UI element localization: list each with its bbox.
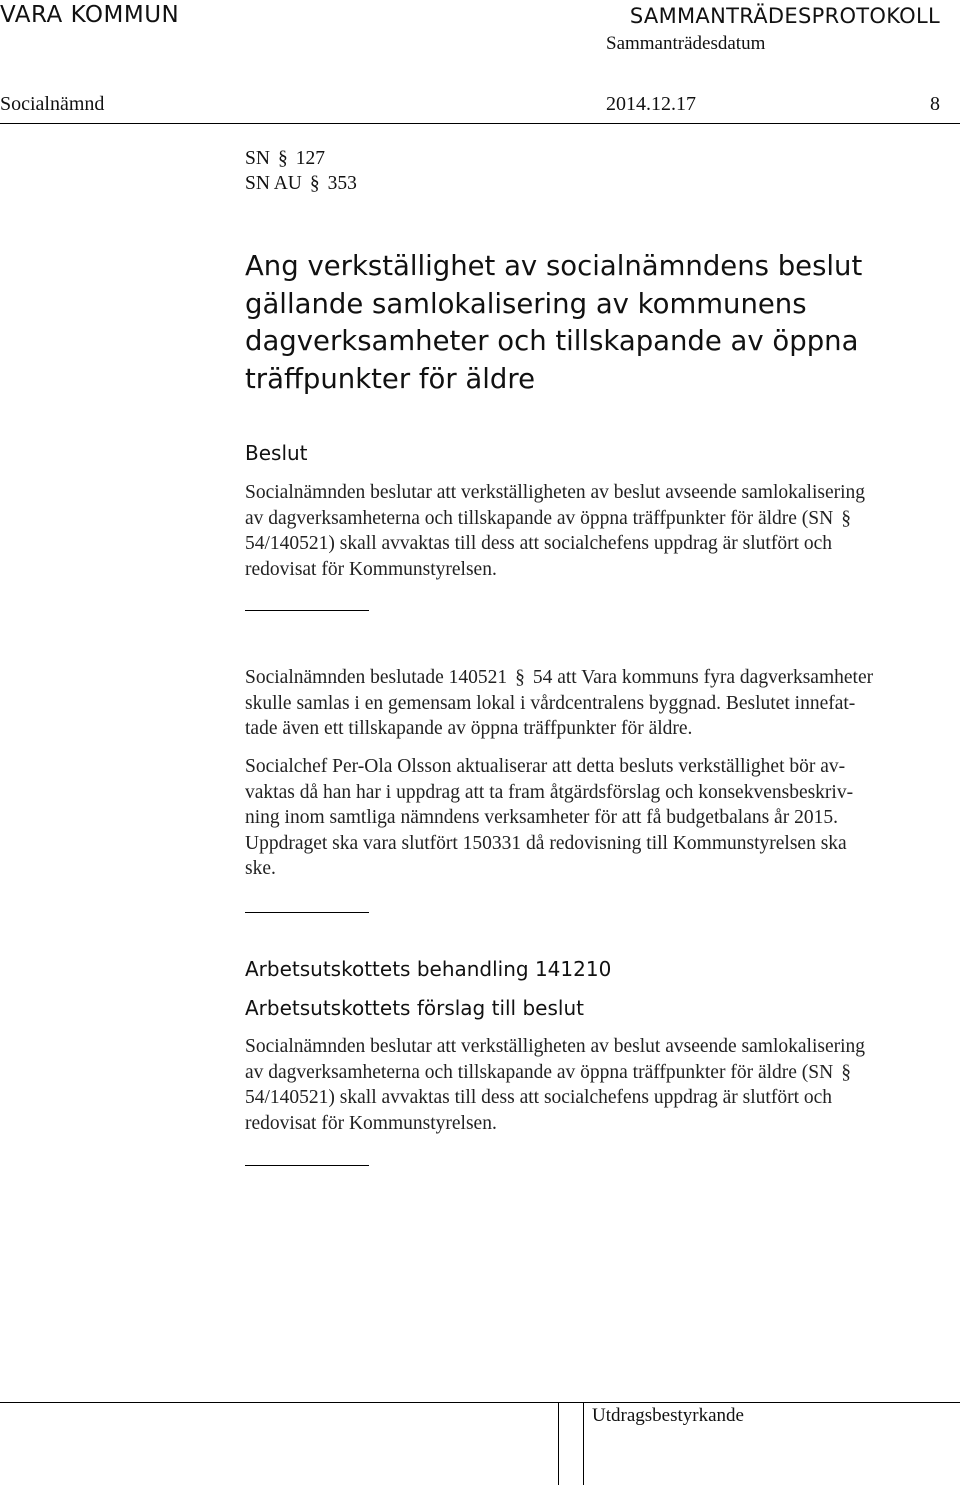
text-segment: av dagverksamheterna och tillskapande av öppna träffpunkter för äldre (SN [245, 507, 834, 529]
meeting-date: 2014.12.17 [606, 93, 696, 115]
committee-proposal-text [245, 1034, 865, 1136]
text-line: tade även ett tillskapande av öppna träffpunkter för äldre. [245, 718, 693, 739]
text-line: redovisat för Kommunstyrelsen. [245, 1112, 497, 1134]
sn-number: 127 [295, 148, 325, 169]
sn-label: SN [245, 148, 270, 169]
footer-rule [0, 1402, 960, 1403]
section-sign-icon: § [841, 1061, 851, 1083]
decision-heading: Beslut [245, 441, 308, 465]
text-line: Socialnämnden beslutar att verkställigheten av beslut avseende samlokalisering [245, 482, 866, 503]
case-title [245, 248, 862, 398]
text-line: skulle samlas i en gemensam lokal i vårdcentralens byggnad. Beslutet innefat- [245, 692, 856, 714]
background-paragraph-2 [245, 754, 853, 882]
date-label: Sammanträdesdatum [606, 33, 766, 54]
text-line [245, 506, 865, 532]
text-segment: av dagverksamheterna och tillskapande av öppna träffpunkter för äldre (SN [245, 1061, 834, 1083]
text-line [245, 1060, 865, 1086]
text-line: Uppdraget ska vara slutfört 150331 då redovisning till Kommunstyrelsen ska [245, 832, 847, 854]
text-segment: 54 att Vara kommuns fyra dagverksamheter [532, 667, 874, 688]
text-line: 54/140521) skall avvaktas till dess att socialchefens uppdrag är slutfört och [245, 533, 833, 554]
au-label: SN AU [245, 173, 302, 194]
text-line: Socialchef Per-Ola Olsson aktualiserar att detta besluts verkställighet bör av- [245, 756, 846, 777]
decision-text [245, 480, 865, 582]
text-line: vaktas då han har i uppdrag att ta fram åtgärdsförslag och konsekvensbeskriv- [245, 781, 854, 803]
au-number: 353 [327, 173, 357, 194]
background-paragraph-1 [245, 665, 873, 742]
text-line: Socialnämnden beslutar att verkställigheten av beslut avseende samlokalisering [245, 1036, 866, 1057]
org-name: VARA KOMMUN [0, 2, 180, 28]
signature-box-divider [558, 1402, 559, 1485]
title-line: dagverksamheter och tillskapande av öppna [245, 325, 859, 357]
signature-box-divider [583, 1402, 584, 1485]
title-line: träffpunkter för äldre [245, 362, 535, 395]
committee-handling-heading: Arbetsutskottets behandling 141210 [245, 957, 612, 981]
committee-name: Socialnämnd [0, 93, 105, 115]
certification-label: Utdragsbestyrkande [592, 1405, 744, 1426]
title-line: gällande samlokalisering av kommunens [245, 287, 807, 320]
text-line: 54/140521) skall avvaktas till dess att socialchefens uppdrag är slutfört och [245, 1087, 833, 1108]
section-sign-icon: § [309, 173, 320, 194]
au-reference [245, 173, 357, 195]
sn-reference [245, 148, 325, 170]
section-sign-icon: § [841, 507, 851, 529]
committee-proposal-heading: Arbetsutskottets förslag till beslut [245, 996, 584, 1020]
section-sign-icon: § [515, 667, 525, 688]
text-line: redovisat för Kommunstyrelsen. [245, 558, 497, 580]
text-line [245, 665, 873, 691]
text-segment: Socialnämnden beslutade 140521 [245, 667, 508, 688]
text-line: ske. [245, 858, 276, 879]
section-sign-icon: § [277, 148, 288, 169]
separator-line [245, 1165, 369, 1166]
separator-line [245, 912, 369, 913]
page-number: 8 [930, 93, 940, 115]
title-line: Ang verkställighet av socialnämndens beslut [245, 250, 863, 282]
header-rule [0, 123, 960, 124]
text-line: ning inom samtliga nämndens verksamheter för att få budgetbalans år 2015. [245, 807, 838, 828]
separator-line [245, 610, 369, 611]
document-type: SAMMANTRÄDESPROTOKOLL [629, 4, 940, 28]
